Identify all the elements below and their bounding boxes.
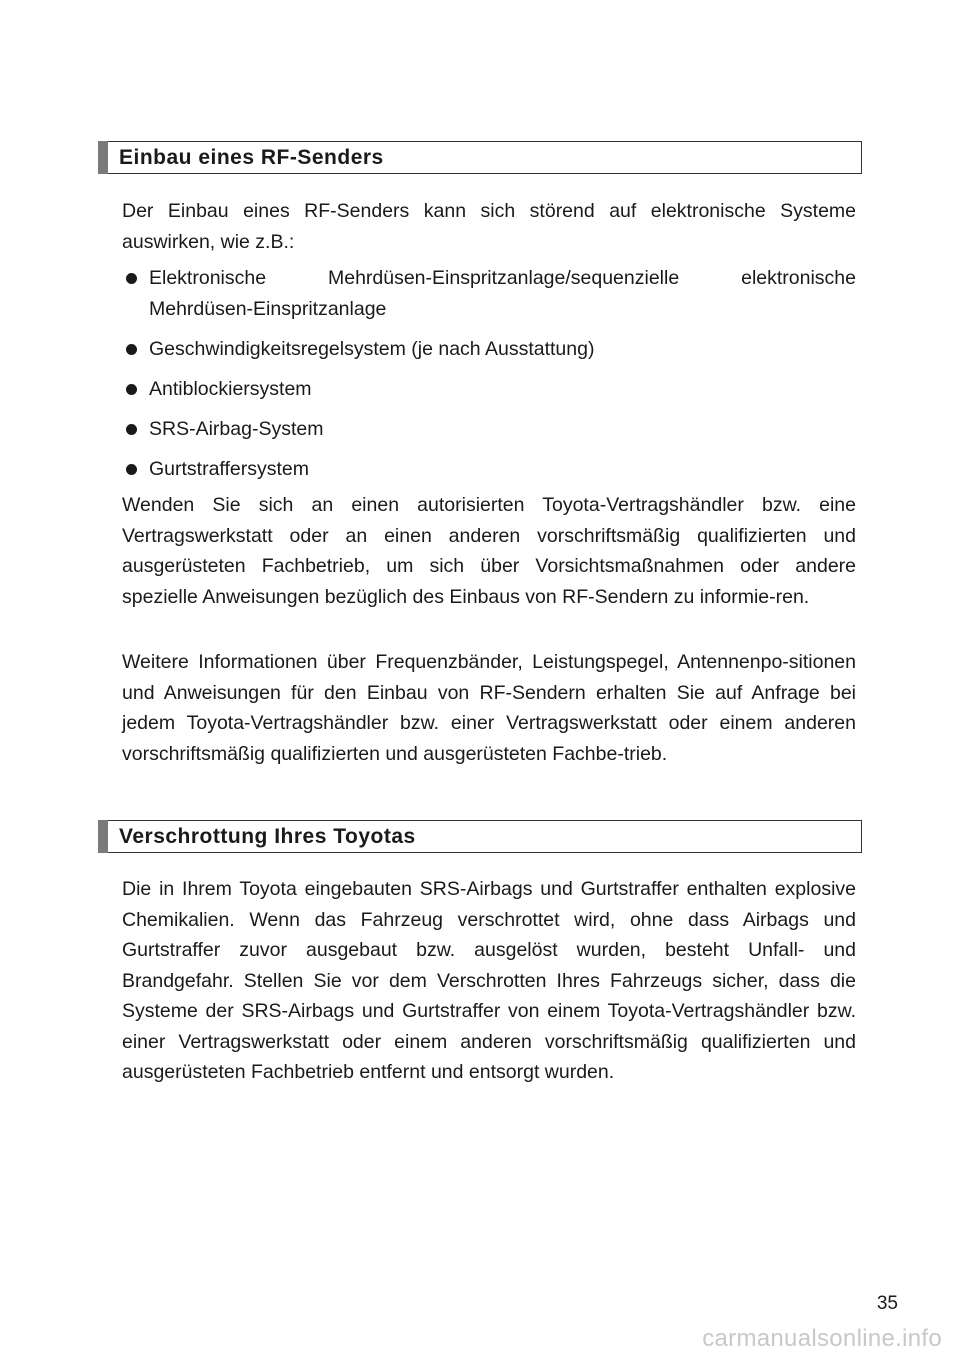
bullet-icon (126, 384, 137, 395)
bullet-icon (126, 273, 137, 284)
list-item-text-line1: Elektronische Mehrdüsen-Einspritzanlage/sequenzielle elektronische (149, 267, 856, 289)
list-item-text: Gurtstraffersystem (149, 457, 310, 480)
further-info-paragraph: Weitere Informationen über Frequenzbänder, Leistungspegel, Antennenpo-sitionen und Anweisungen für den Einbau von RF-Sendern erhalten Sie auf Anfrage bei jedem Toyota-Vertragshändler bzw. einer Vertragswerkstatt oder einem anderen vorschriftsmäßig qualifizierten und ausgerüsteten Fachbe-trieb. (122, 651, 856, 765)
watermark: carmanualsonline.info (702, 1325, 942, 1352)
list-item-text: Antiblockiersystem (149, 377, 312, 400)
list-item (122, 414, 856, 445)
section-header-rf-sender (98, 141, 862, 174)
section-title: Einbau eines RF-Senders (119, 145, 384, 169)
section-title: Verschrottung Ihres Toyotas (119, 824, 416, 848)
intro-paragraph: Der Einbau eines RF-Senders kann sich störend auf elektronische Systeme auswirken, wie z.B.: (122, 200, 856, 253)
affected-systems-list (122, 263, 856, 494)
list-item (122, 374, 856, 405)
list-item (122, 334, 856, 365)
bullet-icon (126, 424, 137, 435)
list-item (122, 263, 856, 324)
page-number: 35 (876, 1293, 898, 1314)
bullet-icon (126, 344, 137, 355)
dealer-advice-paragraph: Wenden Sie sich an einen autorisierten Toyota-Vertragshändler bzw. eine Vertragswerkstatt oder an einen anderen vorschriftsmäßig qualifizierten und ausgerüsteten Fachbetrieb, um sich über Vorsichtsmaßnahmen oder andere spezielle Anweisungen bezüglich des Einbaus von RF-Sendern zu informie-ren. (122, 494, 856, 608)
section-marker (98, 141, 108, 174)
list-item (122, 454, 856, 485)
section-marker (98, 820, 108, 853)
list-item-text-line2: Mehrdüsen-Einspritzanlage (149, 297, 387, 320)
bullet-icon (126, 464, 137, 475)
scrapping-paragraph: Die in Ihrem Toyota eingebauten SRS-Airbags und Gurtstraffer enthalten explosive Chemikalien. Wenn das Fahrzeug verschrottet wird, ohne dass Airbags und Gurtstraffer zuvor ausgebaut bzw. ausgelöst wurden, besteht Unfall- und Brandgefahr. Stellen Sie vor dem Verschrotten Ihres Fahrzeugs sicher, dass die Systeme der SRS-Airbags und Gurtstraffer von einem Toyota-Vertragshändler bzw. einer Vertragswerkstatt oder einem anderen vorschriftsmäßig qualifizierten und ausgerüsteten Fachbetrieb entfernt und entsorgt wurden. (122, 878, 856, 1083)
list-item-text: Geschwindigkeitsregelsystem (je nach Ausstattung) (149, 337, 595, 360)
list-item-text: SRS-Airbag-System (149, 417, 324, 440)
section-header-scrapping (98, 820, 862, 853)
